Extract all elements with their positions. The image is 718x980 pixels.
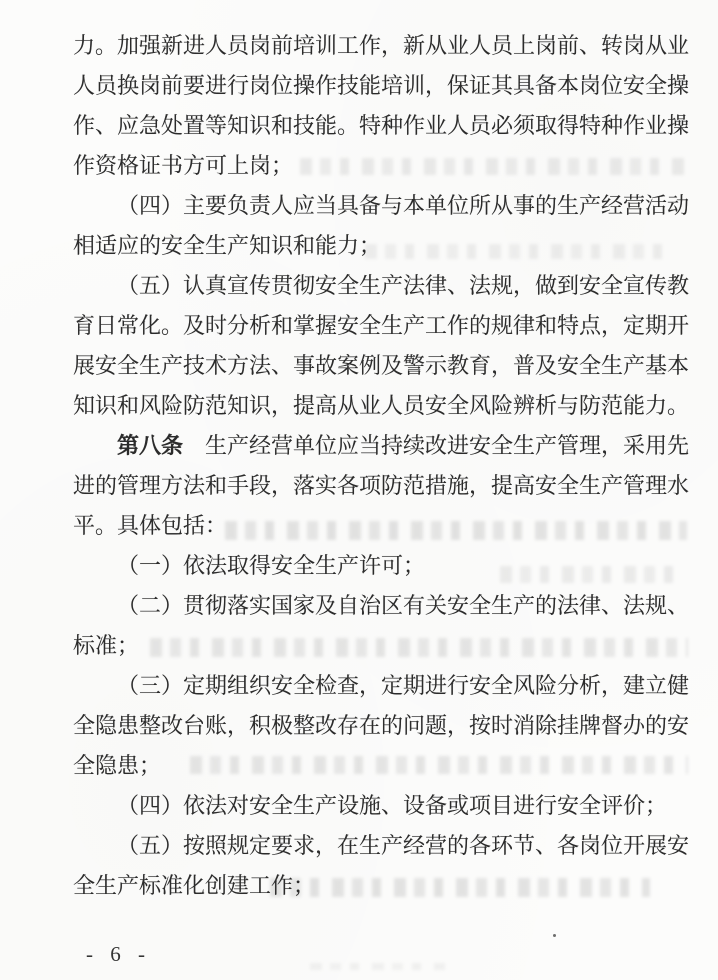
text-line: 展安全生产技术方法、事故案例及警示教育，普及安全生产基本 <box>73 353 690 378</box>
text-line: （一）依法取得安全生产许可； <box>117 553 426 578</box>
text-line: 第八条 生产经营单位应当持续改进安全生产管理，采用先 <box>117 433 690 458</box>
text-line: 全隐患； <box>73 753 162 778</box>
text-line: （四）依法对安全生产设施、设备或项目进行安全评价； <box>117 793 668 818</box>
text-line: 平。具体包括： <box>73 513 228 538</box>
text-line: 作、应急处置等知识和技能。特种作业人员必须取得特种作业操 <box>73 113 690 138</box>
text-line: （四）主要负责人应当具备与本单位所从事的生产经营活动 <box>117 193 690 218</box>
text-line: 标准； <box>73 633 140 658</box>
text-line: 进的管理方法和手段，落实各项防范措施，提高安全生产管理水 <box>73 473 690 498</box>
text-line: 人员换岗前要进行岗位操作技能培训，保证其具备本岗位安全操 <box>73 73 690 98</box>
text-line: 作资格证书方可上岗； <box>73 153 294 178</box>
text-line: 全生产标准化创建工作； <box>73 873 316 898</box>
text-line: 全隐患整改台账，积极整改存在的问题，按时消除挂牌督办的安 <box>73 713 690 738</box>
text-line: （二）贯彻落实国家及自治区有关安全生产的法律、法规、 <box>117 593 690 618</box>
text-line: 育日常化。及时分析和掌握安全生产工作的规律和特点，定期开 <box>73 313 690 338</box>
bleedthrough-artifact <box>310 963 445 970</box>
text-line: 力。加强新进人员岗前培训工作，新从业人员上岗前、转岗从业 <box>73 33 690 58</box>
page-number: - 6 - <box>86 942 151 966</box>
text-line: （五）按照规定要求，在生产经营的各环节、各岗位开展安 <box>117 833 690 858</box>
text-line: 相适应的安全生产知识和能力； <box>73 233 382 258</box>
text-line: （三）定期组织安全检查，定期进行安全风险分析，建立健 <box>117 673 690 698</box>
article-number: 第八条 <box>117 433 184 458</box>
scan-speck <box>553 934 556 937</box>
text-line: 知识和风险防范知识，提高从业人员安全风险辨析与防范能力。 <box>73 393 690 418</box>
document-text <box>73 26 697 906</box>
text-line: （五）认真宣传贯彻安全生产法律、法规，做到安全宣传教 <box>117 273 690 298</box>
